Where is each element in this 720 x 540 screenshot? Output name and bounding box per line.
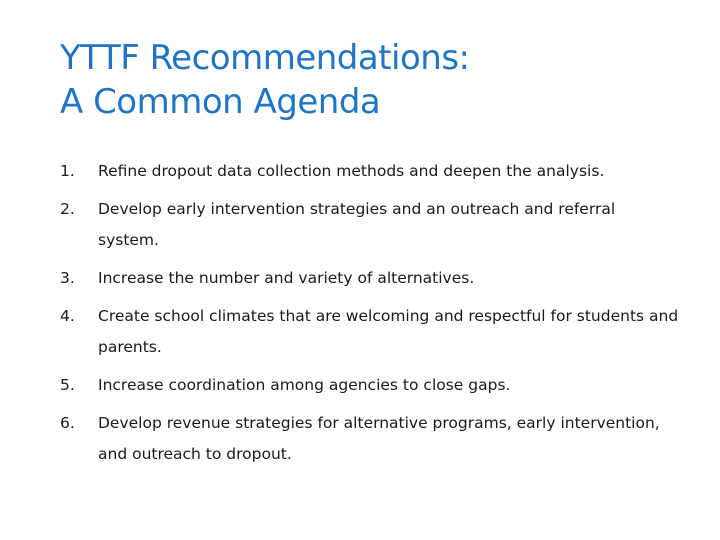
slide-title	[60, 36, 680, 124]
list-item	[60, 408, 680, 470]
list-item	[60, 194, 680, 256]
list-item	[60, 370, 680, 401]
title-line-2: A Common Agenda	[60, 82, 381, 122]
item-number: 4.	[60, 307, 75, 325]
item-text: Increase coordination among agencies to close gaps.	[98, 376, 511, 394]
item-text: Develop revenue strategies for alternative programs, early intervention, and outreach to dropout.	[98, 414, 660, 463]
list-item	[60, 263, 680, 294]
item-number: 1.	[60, 162, 75, 180]
item-number: 2.	[60, 200, 75, 218]
title-line-1: YTTF Recommendations:	[60, 38, 470, 78]
item-number: 5.	[60, 376, 75, 394]
item-number: 3.	[60, 269, 75, 287]
item-number: 6.	[60, 414, 75, 432]
list-item	[60, 301, 680, 363]
list-item	[60, 156, 680, 187]
item-text: Increase the number and variety of alternatives.	[98, 269, 475, 287]
recommendations-list	[60, 156, 680, 477]
item-text: Refine dropout data collection methods and deepen the analysis.	[98, 162, 605, 180]
item-text: Develop early intervention strategies and an outreach and referral system.	[98, 200, 616, 249]
item-text: Create school climates that are welcoming and respectful for students and parents.	[98, 307, 679, 356]
